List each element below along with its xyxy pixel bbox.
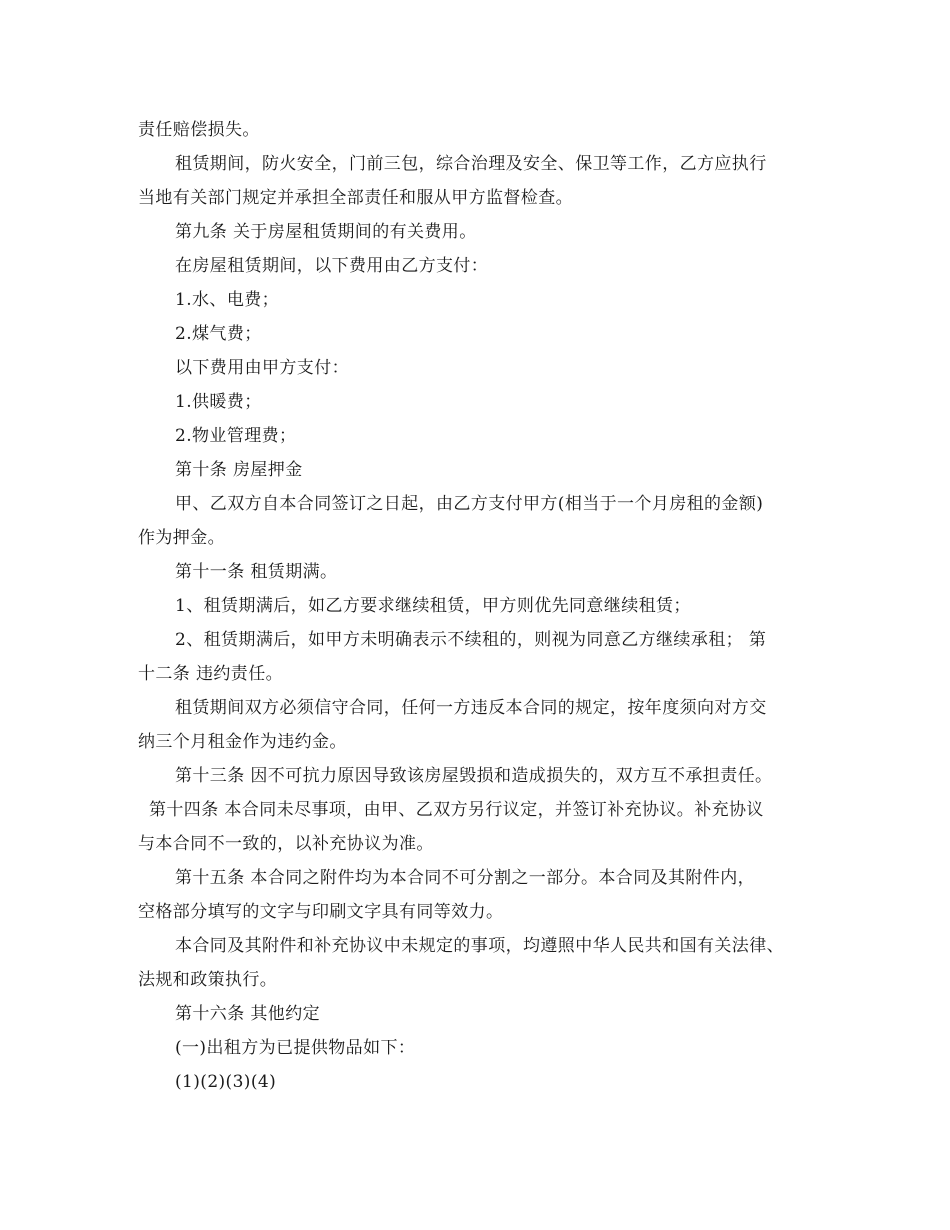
- text-line: 1、租赁期满后，如乙方要求继续租赁，甲方则优先同意继续租赁；: [175, 596, 691, 616]
- text-line: 第九条 关于房屋租赁期间的有关费用。: [175, 222, 477, 242]
- text-line: 当地有关部门规定并承担全部责任和服从甲方监督检查。: [138, 188, 573, 208]
- text-line: 租赁期间双方必须信守合同，任何一方违反本合同的规定，按年度须向对方交: [175, 698, 767, 718]
- text-line: 以下费用由甲方支付：: [175, 358, 349, 378]
- text-line: 第十三条 因不可抗力原因导致该房屋毁损和造成损失的，双方互不承担责任。: [175, 766, 773, 786]
- text-line: 作为押金。: [138, 528, 225, 548]
- text-line: (1)(2)(3)(4): [175, 1072, 277, 1092]
- text-line: 2.物业管理费；: [175, 426, 297, 446]
- text-line: 甲、乙双方自本合同签订之日起，由乙方支付甲方(相当于一个月房租的金额): [175, 494, 764, 514]
- text-line: 法规和政策执行。: [138, 970, 278, 990]
- text-line: 本合同及其附件和补充协议中未规定的事项，均遵照中华人民共和国有关法律、: [175, 936, 784, 956]
- text-line: 空格部分填写的文字与印刷文字具有同等效力。: [138, 902, 504, 922]
- text-line: 在房屋租赁期间，以下费用由乙方支付：: [175, 256, 489, 276]
- text-line: 1.供暖费；: [175, 392, 262, 412]
- text-line: (一)出租方为已提供物品如下：: [175, 1038, 416, 1058]
- text-line: 十二条 违约责任。: [138, 664, 284, 684]
- text-line: 责任赔偿损失。: [138, 120, 260, 140]
- text-line: 第十条 房屋押金: [175, 460, 303, 480]
- text-line: 第十四条 本合同未尽事项，由甲、乙双方另行议定，并签订补充协议。补充协议: [149, 800, 764, 820]
- text-line: 1.水、电费；: [175, 290, 280, 310]
- text-line: 第十一条 租赁期满。: [175, 562, 338, 582]
- text-line: 2、租赁期满后，如甲方未明确表示不续租的，则视为同意乙方继续承租； 第: [175, 630, 767, 650]
- text-line: 第十五条 本合同之附件均为本合同不可分割之一部分。本合同及其附件内，: [175, 868, 756, 888]
- text-line: 第十六条 其他约定: [175, 1004, 321, 1024]
- text-line: 与本合同不一致的，以补充协议为准。: [138, 834, 434, 854]
- text-line: 2.煤气费；: [175, 324, 262, 344]
- text-line: 租赁期间，防火安全，门前三包，综合治理及安全、保卫等工作，乙方应执行: [175, 154, 767, 174]
- text-line: 纳三个月租金作为违约金。: [138, 732, 347, 752]
